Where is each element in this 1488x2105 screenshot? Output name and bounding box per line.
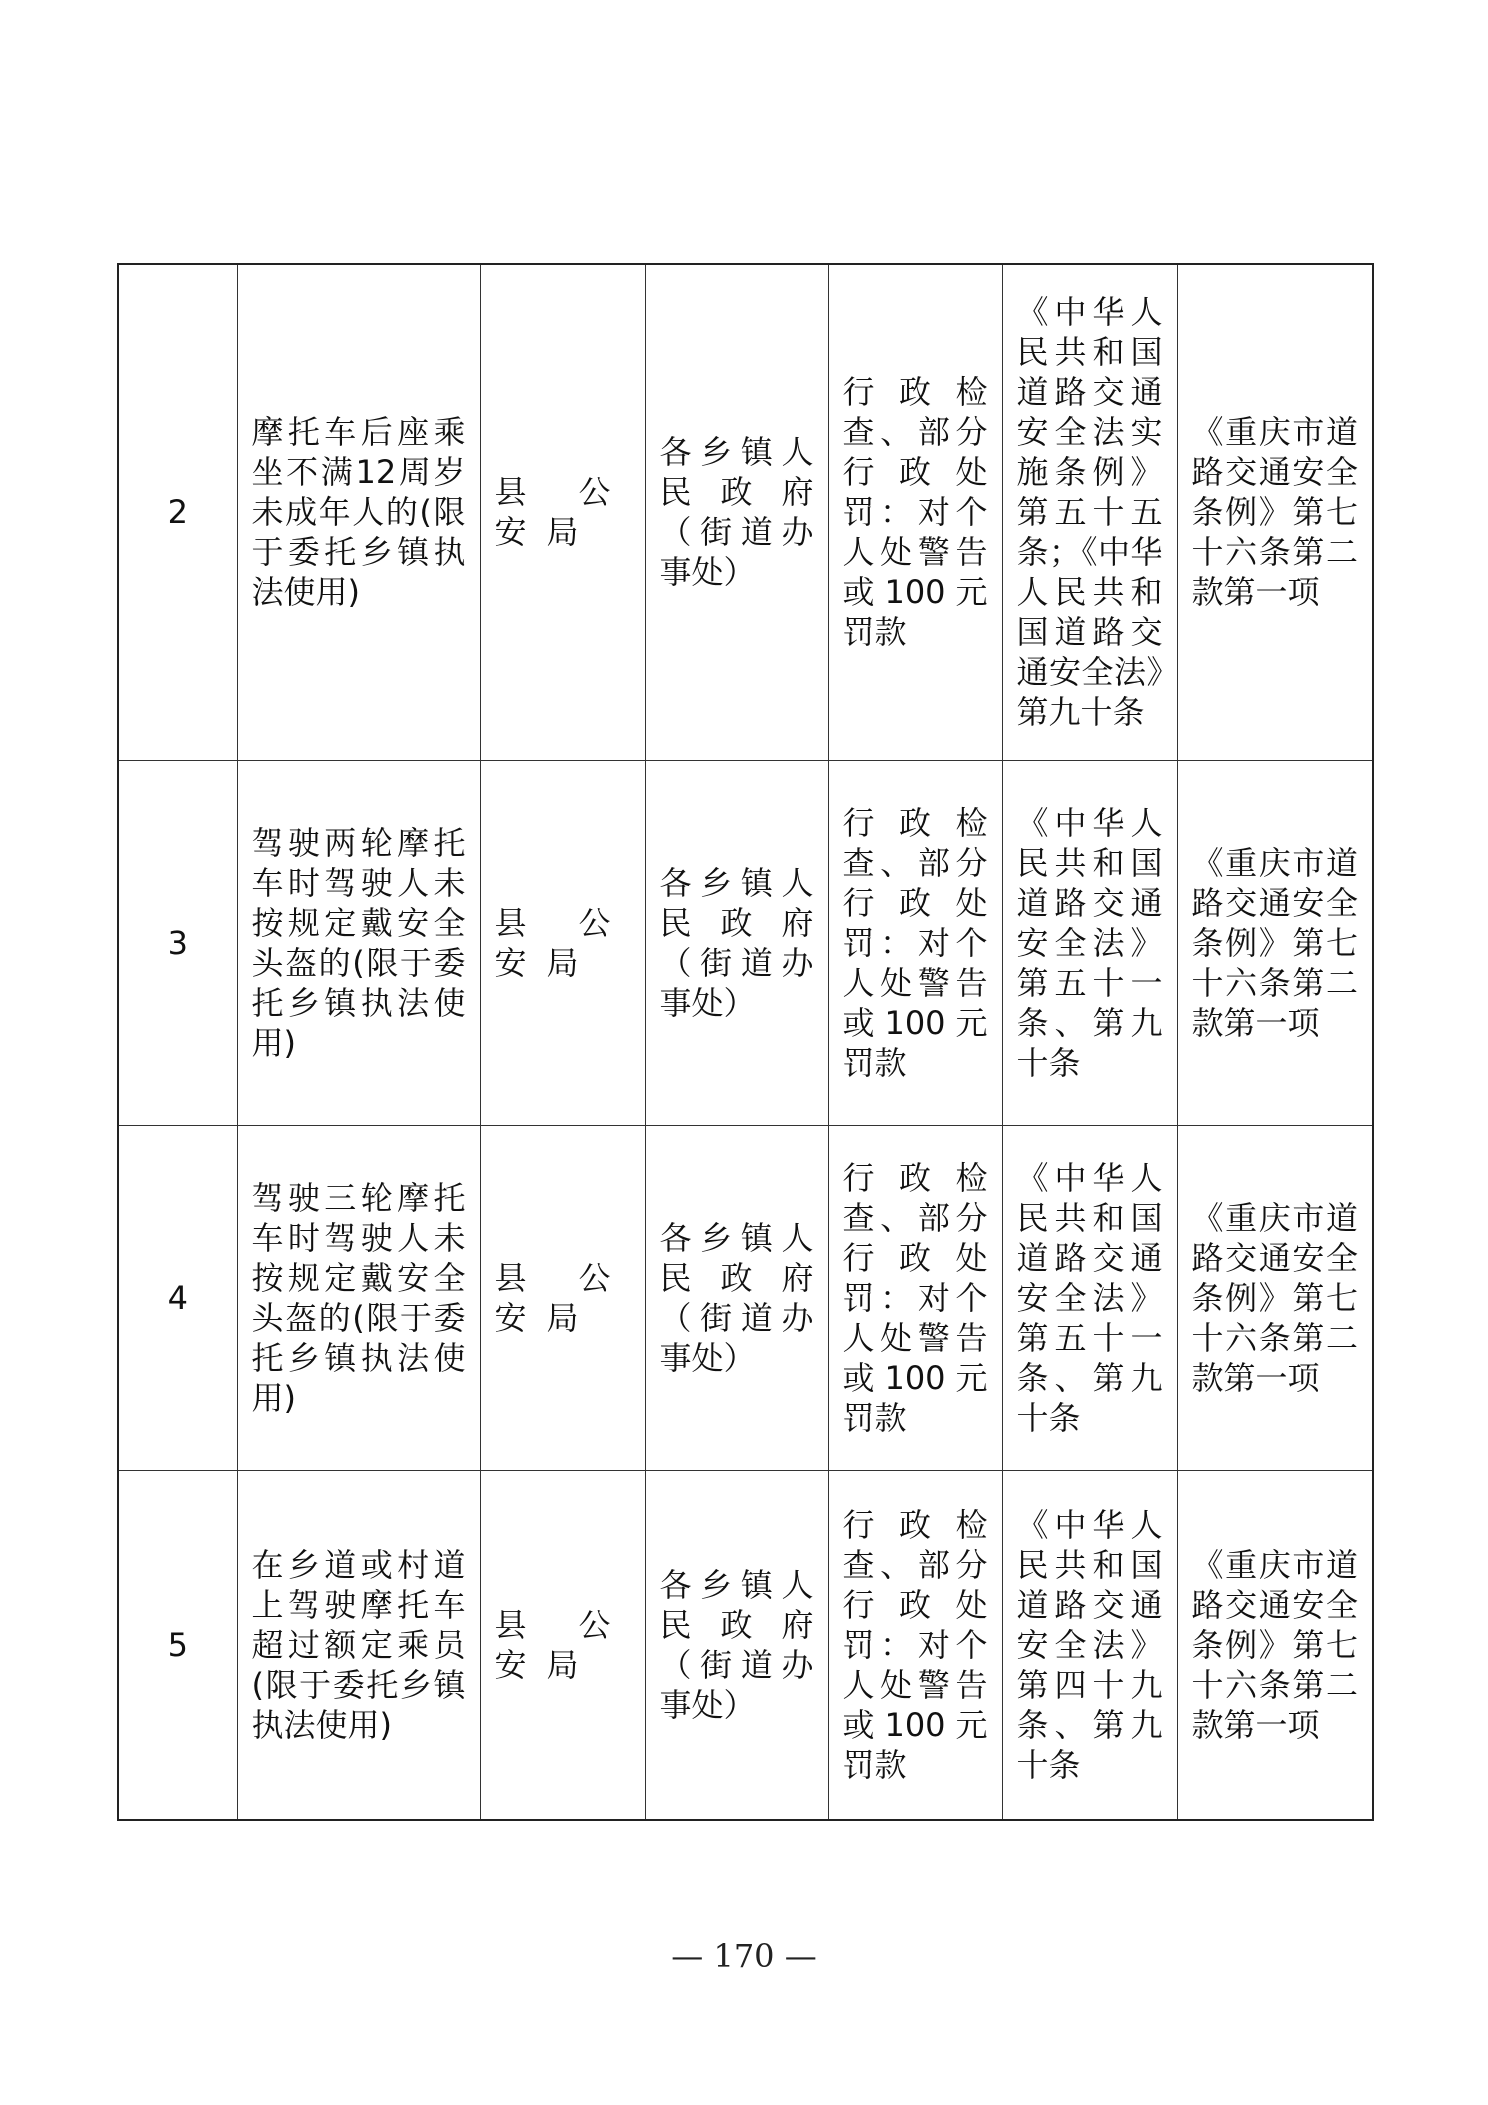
legal-basis: 《中华人民共和国道路交通安全法》第四十九条、第九十条	[1002, 1470, 1177, 1820]
row-number: 3	[118, 760, 237, 1125]
item-description: 在乡道或村道上驾驶摩托车超过额定乘员(限于委托乡镇执法使用)	[237, 1470, 480, 1820]
local-regulation: 《重庆市道路交通安全条例》第七十六条第二款第一项	[1177, 1125, 1373, 1470]
responsible-department: 县公安局	[480, 760, 645, 1125]
page-number: — 170 —	[671, 1937, 817, 1975]
delegated-authority: 各乡镇人民政府（街道办事处）	[645, 264, 828, 760]
enforcement-action: 行政检查、部分行政处罚：对个人处警告或100元罚款	[828, 760, 1002, 1125]
responsible-department: 县公安局	[480, 1470, 645, 1820]
row-number: 2	[118, 264, 237, 760]
local-regulation: 《重庆市道路交通安全条例》第七十六条第二款第一项	[1177, 760, 1373, 1125]
table-row	[118, 760, 1373, 1125]
legal-basis: 《中华人民共和国道路交通安全法》第五十一条、第九十条	[1002, 760, 1177, 1125]
item-description: 驾驶三轮摩托车时驾驶人未按规定戴安全头盔的(限于委托乡镇执法使用)	[237, 1125, 480, 1470]
responsible-department: 县公安局	[480, 1125, 645, 1470]
item-description: 驾驶两轮摩托车时驾驶人未按规定戴安全头盔的(限于委托乡镇执法使用)	[237, 760, 480, 1125]
delegated-authority: 各乡镇人民政府（街道办事处）	[645, 1125, 828, 1470]
local-regulation: 《重庆市道路交通安全条例》第七十六条第二款第一项	[1177, 1470, 1373, 1820]
legal-basis: 《中华人民共和国道路交通安全法实施条例》第五十五条；《中华人民共和国道路交通安全法》第九十条	[1002, 264, 1177, 760]
table-row	[118, 1125, 1373, 1470]
table-row	[118, 264, 1373, 760]
enforcement-action: 行政检查、部分行政处罚：对个人处警告或100元罚款	[828, 264, 1002, 760]
local-regulation: 《重庆市道路交通安全条例》第七十六条第二款第一项	[1177, 264, 1373, 760]
item-description: 摩托车后座乘坐不满12周岁未成年人的(限于委托乡镇执法使用)	[237, 264, 480, 760]
table-row	[118, 1470, 1373, 1820]
delegated-authority: 各乡镇人民政府（街道办事处）	[645, 760, 828, 1125]
row-number: 4	[118, 1125, 237, 1470]
legal-basis: 《中华人民共和国道路交通安全法》第五十一条、第九十条	[1002, 1125, 1177, 1470]
delegated-authority: 各乡镇人民政府（街道办事处）	[645, 1470, 828, 1820]
responsible-department: 县公安局	[480, 264, 645, 760]
regulation-table	[117, 263, 1374, 1821]
enforcement-action: 行政检查、部分行政处罚：对个人处警告或100元罚款	[828, 1125, 1002, 1470]
row-number: 5	[118, 1470, 237, 1820]
enforcement-action: 行政检查、部分行政处罚：对个人处警告或100元罚款	[828, 1470, 1002, 1820]
